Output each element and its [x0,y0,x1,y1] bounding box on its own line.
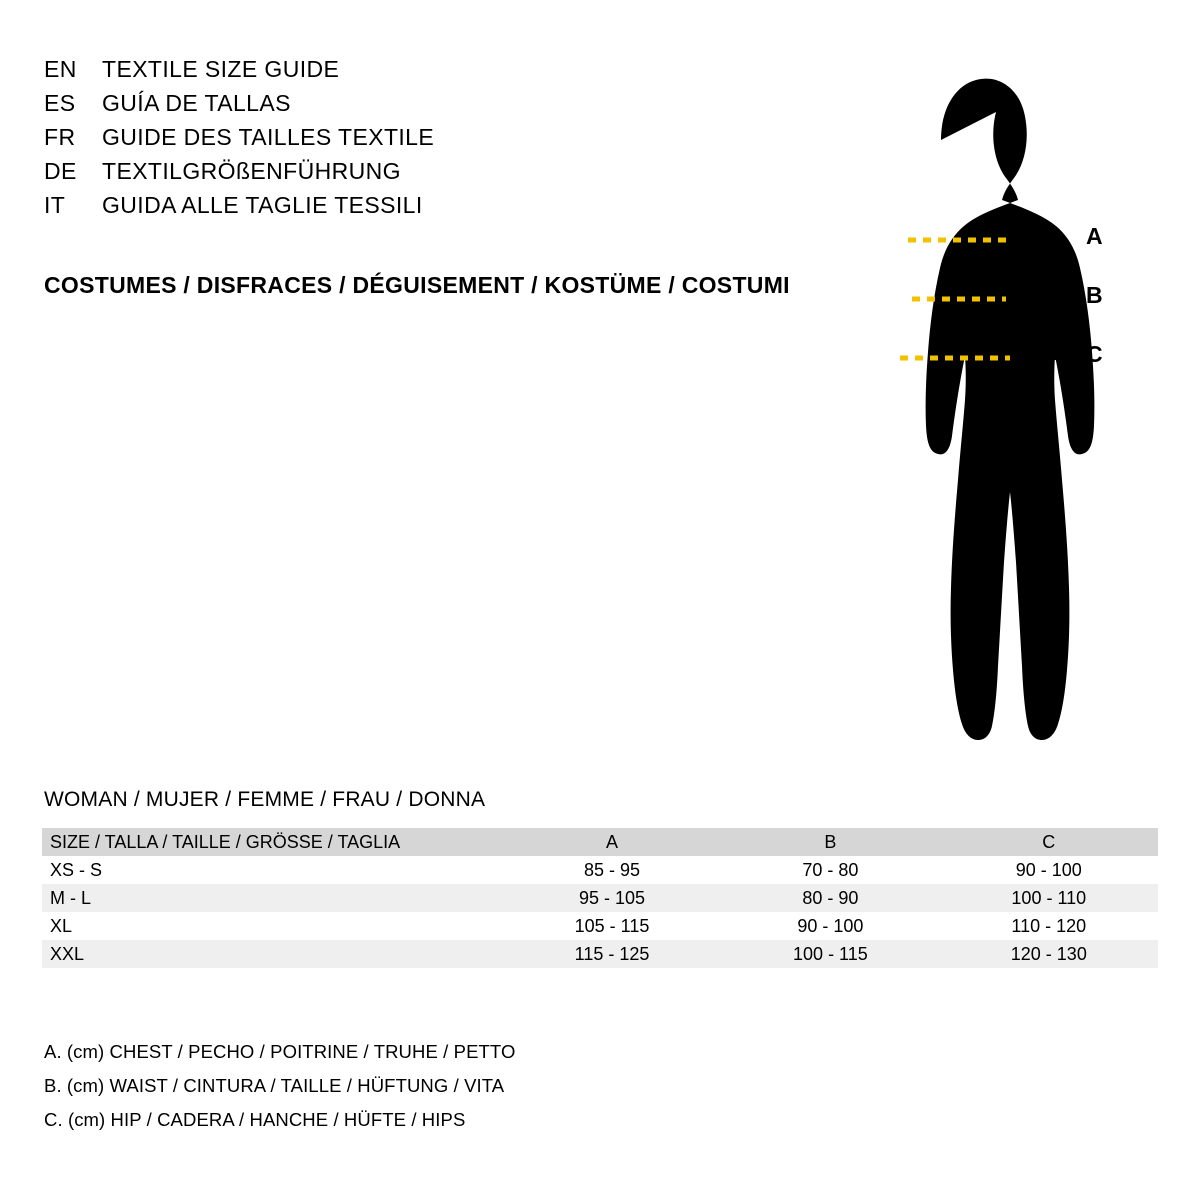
footnote-chest: A. (cm) CHEST / PECHO / POITRINE / TRUHE / PETTO [44,1041,516,1062]
table-header-row [42,828,1158,856]
silhouette-body-icon [926,79,1095,740]
language-label: GUIDE DES TAILLES TEXTILE [102,124,435,150]
cell-a: 95 - 105 [578,887,646,908]
language-list [44,56,824,226]
column-header-a: A [606,831,619,852]
table-section-title: WOMAN / MUJER / FEMME / FRAU / DONNA [44,788,486,811]
language-row-es [44,90,824,124]
language-code: ES [44,90,76,116]
language-row-en [44,56,824,90]
size-table [42,828,1158,968]
size-table-header [42,828,1158,856]
cell-size: XL [50,915,73,936]
column-header-b: B [824,831,837,852]
cell-size: XS - S [50,859,103,880]
cell-b: 100 - 115 [793,943,868,964]
language-row-de [44,158,824,192]
footnote-waist: B. (cm) WAIST / CINTURA / TAILLE / HÜFTUNG / VITA [44,1075,505,1096]
language-label: GUÍA DE TALLAS [102,90,291,116]
language-code: EN [44,56,77,82]
cell-size: M - L [50,887,92,908]
language-row-it [44,192,824,226]
language-label: GUIDA ALLE TAGLIE TESSILI [102,192,423,218]
table-row [42,912,1158,940]
cell-b: 90 - 100 [797,915,864,936]
footnote-hip: C. (cm) HIP / CADERA / HANCHE / HÜFTE / HIPS [44,1109,466,1130]
table-row [42,856,1158,884]
language-code: DE [44,158,77,184]
footnote-list [44,1035,515,1137]
cell-a: 85 - 95 [583,859,641,880]
cell-c: 90 - 100 [1015,859,1082,880]
language-code: IT [44,192,66,218]
cell-c: 100 - 110 [1011,887,1087,908]
column-header-size: SIZE / TALLA / TAILLE / GRÖSSE / TAGLIA [50,831,401,852]
measure-label-c: C [1086,341,1103,367]
measure-label-group [1082,40,1142,740]
cell-a: 115 - 125 [574,943,650,964]
cell-c: 120 - 130 [1010,943,1087,964]
language-code: FR [44,124,76,150]
column-header-c: C [1042,831,1056,852]
cell-b: 80 - 90 [802,887,859,908]
language-label: TEXTILGRÖßENFÜHRUNG [102,158,401,184]
size-table-body [42,856,1158,968]
language-row-fr [44,124,824,158]
cell-b: 70 - 80 [802,859,859,880]
language-label: TEXTILE SIZE GUIDE [102,56,340,82]
cell-size: XXL [50,943,85,964]
cell-a: 105 - 115 [574,915,650,936]
measure-label-b: B [1086,282,1103,308]
cell-c: 110 - 120 [1011,915,1087,936]
measure-label-a: A [1086,223,1103,249]
costumes-subtitle: COSTUMES / DISFRACES / DÉGUISEMENT / KOSTÜME / COSTUMI [44,272,790,298]
table-row [42,884,1158,912]
table-row [42,940,1158,968]
